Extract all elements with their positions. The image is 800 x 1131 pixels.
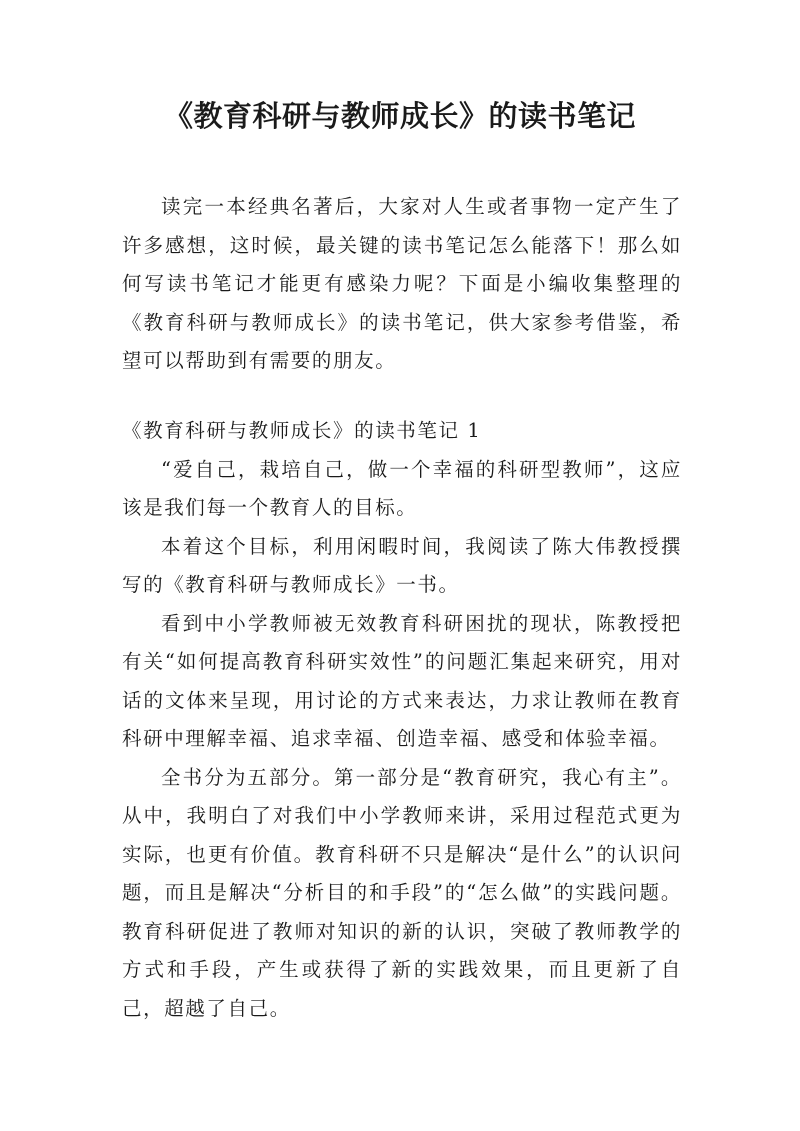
intro-paragraph: 读完一本经典名著后，大家对人生或者事物一定产生了许多感想，这时候，最关键的读书笔记怎么能落下！那么如何写读书笔记才能更有感染力呢？下面是小编收集整理的《教育科研与教师成长》的读书笔记，供大家参考借鉴，希望可以帮助到有需要的朋友。	[122, 195, 682, 372]
body-paragraph: 看到中小学教师被无效教育科研困扰的现状，陈教授把有关“如何提高教育科研实效性”的问题汇集起来研究，用对话的文体来呈现，用讨论的方式来表达，力求让教师在教育科研中理解幸福、追求幸福、创造幸福、感受和体验幸福。	[122, 611, 682, 750]
notes-section	[122, 412, 682, 1028]
body-paragraph: “爱自己，栽培自己，做一个幸福的科研型教师”，这应该是我们每一个教育人的目标。	[122, 457, 682, 519]
document-title: 《教育科研与教师成长》的读书笔记	[163, 99, 636, 133]
intro-section	[122, 188, 682, 381]
body-paragraph: 全书分为五部分。第一部分是“教育研究，我心有主”。从中，我明白了对我们中小学教师来讲，采用过程范式更为实际，也更有价值。教育科研不只是解决“是什么”的认识问题，而且是解决“分析目的和手段”的“怎么做”的实践问题。教育科研促进了教师对知识的新的认识，突破了教师教学的方式和手段，产生或获得了新的实践效果，而且更新了自己，超越了自己。	[122, 765, 682, 1020]
section-heading: 《教育科研与教师成长》的读书笔记 1	[122, 419, 482, 442]
body-paragraph: 本着这个目标，利用闲暇时间，我阅读了陈大伟教授撰写的《教育科研与教师成长》一书。	[122, 534, 682, 596]
